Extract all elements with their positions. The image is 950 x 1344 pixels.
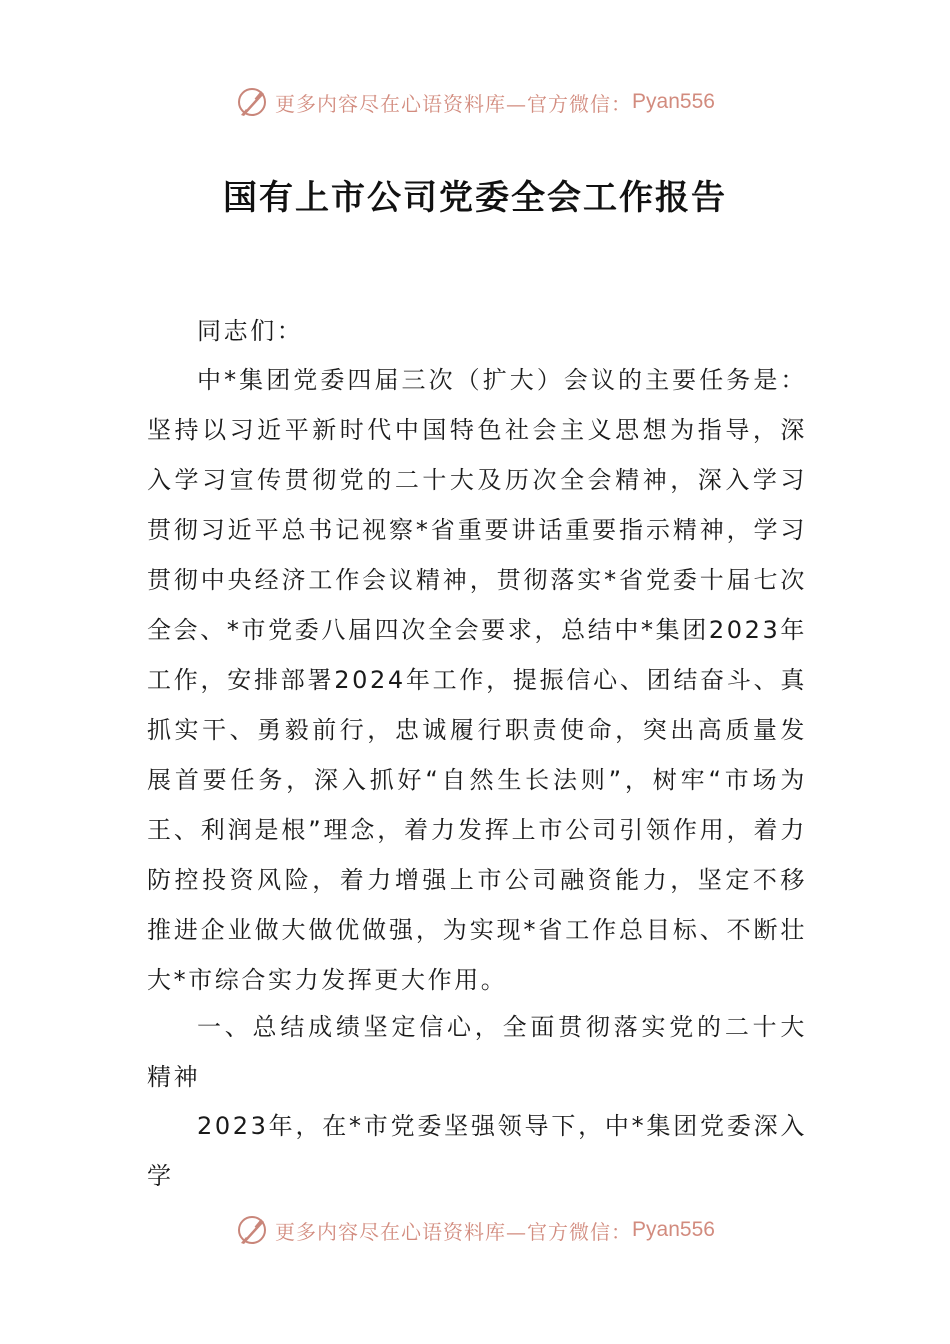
footer-banner — [0, 1210, 950, 1250]
document-title: 国有上市公司党委全会工作报告 — [223, 178, 727, 218]
header-banner-text: 更多内容尽在心语资料库—官方微信： — [275, 91, 633, 116]
quill-logo-icon — [235, 85, 269, 119]
header-banner — [0, 82, 950, 122]
section-heading-1-text: 一、总结成绩坚定信心，全面贯彻落实党的二十大精神 — [147, 1013, 807, 1091]
section-heading-1 — [147, 1002, 807, 1102]
paragraph-1 — [147, 355, 807, 1005]
header-banner-wechat: Pyan556 — [632, 90, 715, 113]
paragraph-2-text: 2023年，在*市党委坚强领导下，中*集团党委深入学 — [147, 1112, 807, 1190]
footer-banner-text: 更多内容尽在心语资料库—官方微信： — [275, 1219, 633, 1244]
salutation-text: 同志们： — [197, 317, 304, 345]
salutation — [147, 306, 807, 356]
quill-logo-icon — [235, 1213, 269, 1247]
footer-banner-wechat: Pyan556 — [632, 1218, 715, 1241]
paragraph-1-text: 中*集团党委四届三次（扩大）会议的主要任务是：坚持以习近平新时代中国特色社会主义思想为指导，深入学习宣传贯彻党的二十大及历次全会精神，深入学习贯彻习近平总书记视察*省重要讲话重要指示精神，学习贯彻中央经济工作会议精神，贯彻落实*省党委十届七次全会、*市党委八届四次全会要求，总结中*集团2023年工作，安排部署2024年工作，提振信心、团结奋斗、真抓实干、勇毅前行，忠诚履行职责使命，突出高质量发展首要任务，深入抓好“自然生长法则”，树牢“市场为王、利润是根”理念，着力发挥上市公司引领作用，着力防控投资风险，着力增强上市公司融资能力，坚定不移推进企业做大做优做强，为实现*省工作总目标、不断壮大*市综合实力发挥更大作用。 — [147, 366, 807, 994]
paragraph-2 — [147, 1101, 807, 1201]
